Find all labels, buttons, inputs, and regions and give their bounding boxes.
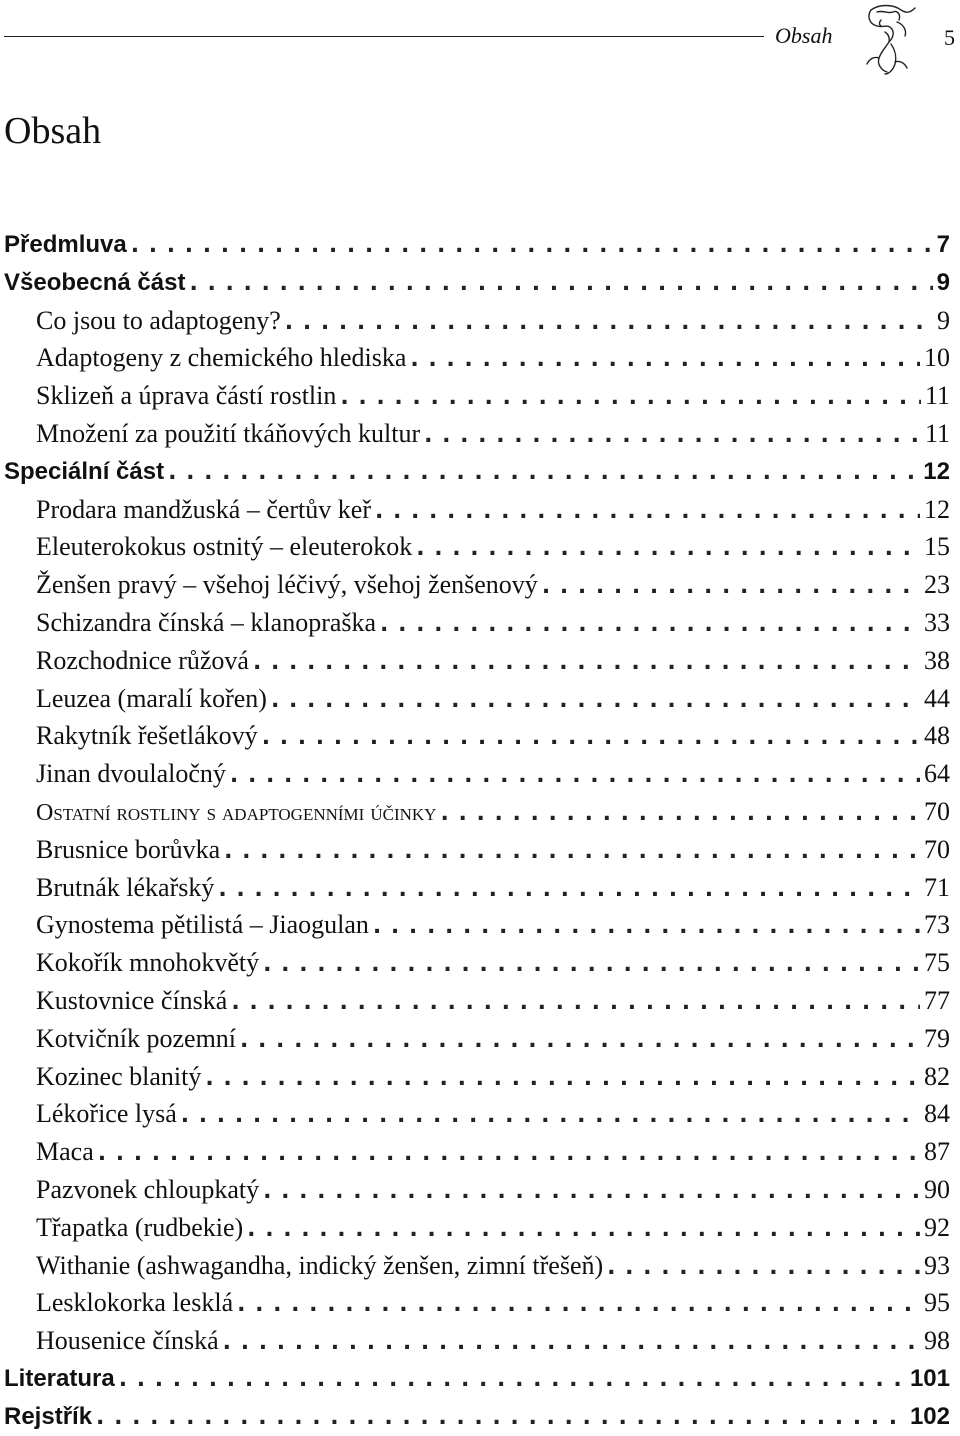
- toc-entry[interactable]: [4, 566, 950, 604]
- toc-page-number: 48: [924, 721, 950, 751]
- toc-entry-title: Brusnice borůvka: [36, 834, 221, 864]
- toc-entry-title: Rozchodnice růžová: [36, 645, 249, 675]
- toc-entry[interactable]: [4, 869, 950, 907]
- dot-leader: [410, 341, 920, 377]
- toc-entry-title: Lékořice lysá: [36, 1099, 177, 1129]
- toc-entry[interactable]: [4, 1020, 950, 1058]
- toc-entry[interactable]: [4, 642, 950, 680]
- toc-entry[interactable]: [4, 1284, 950, 1322]
- toc-entry-title: Prodara mandžuská – čertův keř: [36, 494, 371, 524]
- dot-leader: [380, 606, 920, 642]
- toc-page-number: 11: [924, 418, 950, 448]
- toc-entry[interactable]: [4, 944, 950, 982]
- toc-chapter-entry[interactable]: [4, 453, 950, 491]
- dot-leader: [189, 265, 932, 302]
- toc-page-number: 95: [924, 1288, 950, 1318]
- toc-page-number: 9: [936, 268, 950, 296]
- toc-entry-title: Co jsou to adaptogeny?: [36, 305, 281, 335]
- dot-leader: [119, 1361, 906, 1398]
- toc-entry[interactable]: [4, 717, 950, 755]
- toc-entry-title: Lesklokorka lesklá: [36, 1288, 234, 1318]
- toc-page-number: 92: [924, 1212, 950, 1242]
- dot-leader: [285, 304, 933, 340]
- dot-leader: [96, 1399, 906, 1436]
- dot-leader: [607, 1249, 920, 1285]
- toc-page-number: 38: [924, 645, 950, 675]
- toc-entry-title: Kozinec blanitý: [36, 1061, 202, 1091]
- dot-leader: [131, 227, 933, 264]
- toc-entry-title: Withanie (ashwagandha, indický ženšen, zimní třešeň): [36, 1250, 604, 1280]
- toc-entry-title: Všeobecná část: [4, 268, 186, 296]
- toc-page-number: 11: [924, 381, 950, 411]
- toc-entry[interactable]: [4, 491, 950, 529]
- toc-entry[interactable]: [4, 528, 950, 566]
- toc-entry-title: Ostatní rostliny s adaptogenními účinky: [36, 799, 437, 826]
- toc-entry-title: Literatura: [4, 1364, 115, 1392]
- toc-page-number: 75: [924, 948, 950, 978]
- toc-page-number: 70: [924, 796, 950, 826]
- toc-entry[interactable]: [4, 339, 950, 377]
- dot-leader: [542, 568, 920, 604]
- toc-page-number: 12: [923, 457, 950, 485]
- toc-entry-title: Schizandra čínská – klanopraška: [36, 607, 377, 637]
- toc-entry-title: Kustovnice čínská: [36, 985, 228, 1015]
- toc-entry[interactable]: [4, 415, 950, 453]
- toc-entry[interactable]: [4, 906, 950, 944]
- toc-chapter-entry[interactable]: [4, 1398, 950, 1436]
- toc-entry[interactable]: [4, 831, 950, 869]
- toc-page-number: 101: [909, 1364, 950, 1392]
- table-of-contents: [4, 226, 950, 1436]
- toc-page-number: 79: [924, 1023, 950, 1053]
- dot-leader: [440, 795, 920, 831]
- dot-leader: [237, 1286, 920, 1322]
- dot-leader: [98, 1135, 920, 1171]
- dot-leader: [271, 682, 920, 718]
- dot-leader: [230, 757, 920, 793]
- toc-entry[interactable]: [4, 1247, 950, 1285]
- dot-leader: [223, 1324, 920, 1360]
- toc-entry-title: Rakytník řešetlákový: [36, 721, 258, 751]
- toc-entry-title: Předmluva: [4, 231, 127, 258]
- page-header: [0, 0, 960, 80]
- toc-page-number: 9: [937, 305, 950, 335]
- toc-entry-title: Leuzea (maralí kořen): [36, 683, 267, 713]
- toc-page-number: 93: [924, 1250, 950, 1280]
- dot-leader: [263, 946, 920, 982]
- toc-page-number: 70: [924, 834, 950, 864]
- toc-entry-title: Rejstřík: [4, 1402, 93, 1430]
- toc-page-number: 73: [924, 910, 950, 940]
- toc-entry[interactable]: [4, 604, 950, 642]
- toc-entry-title: Speciální část: [4, 457, 165, 485]
- toc-page-number: 71: [924, 872, 950, 902]
- toc-entry-title: Adaptogeny z chemického hlediska: [36, 343, 407, 373]
- toc-entry-title: Sklizeň a úprava částí rostlin: [36, 381, 337, 411]
- dot-leader: [253, 644, 920, 680]
- dot-leader: [181, 1097, 920, 1133]
- toc-page-number: 102: [909, 1402, 950, 1430]
- toc-page-number: 82: [924, 1061, 950, 1091]
- toc-page-number: 98: [924, 1326, 950, 1356]
- dot-leader: [224, 833, 920, 869]
- toc-entry-title: Brutnák lékařský: [36, 872, 215, 902]
- toc-entry[interactable]: [4, 1058, 950, 1096]
- dot-leader: [375, 493, 920, 529]
- toc-entry[interactable]: [4, 755, 950, 793]
- dot-leader: [416, 530, 920, 566]
- dot-leader: [262, 719, 920, 755]
- toc-entry-title: Maca: [36, 1137, 94, 1167]
- toc-page-number: 44: [924, 683, 950, 713]
- toc-page-number: 90: [924, 1174, 950, 1204]
- dot-leader: [218, 871, 920, 907]
- toc-page-number: 10: [924, 343, 950, 373]
- toc-entry[interactable]: [4, 793, 950, 831]
- dot-leader: [231, 984, 920, 1020]
- toc-entry-title: Eleuterokokus ostnitý – eleuterokok: [36, 532, 413, 562]
- dot-leader: [340, 379, 921, 415]
- dot-leader: [263, 1173, 920, 1209]
- page-number: 5: [944, 25, 955, 50]
- dot-leader: [168, 454, 919, 491]
- toc-entry-title: Ženšen pravý – všehoj léčivý, všehoj ženšenový: [36, 570, 538, 600]
- toc-page-number: 87: [924, 1137, 950, 1167]
- toc-entry-title: Třapatka (rudbekie): [36, 1212, 244, 1242]
- toc-entry-title: Kotvičník pozemní: [36, 1023, 237, 1053]
- page-title: Obsah: [4, 110, 102, 152]
- toc-page-number: 64: [924, 759, 950, 789]
- toc-entry-title: Pazvonek chloupkatý: [36, 1174, 260, 1204]
- toc-entry[interactable]: [4, 1209, 950, 1247]
- toc-entry-title: Jinan dvoulaločný: [36, 759, 226, 789]
- toc-page-number: 84: [924, 1099, 950, 1129]
- toc-entry[interactable]: [4, 1322, 950, 1360]
- dot-leader: [247, 1211, 920, 1247]
- toc-page-number: 7: [936, 231, 950, 258]
- ginseng-root-illustration-icon: [857, 2, 919, 76]
- toc-page-number: 33: [924, 607, 950, 637]
- toc-entry[interactable]: [4, 982, 950, 1020]
- dot-leader: [424, 417, 921, 453]
- toc-page-number: 15: [924, 532, 950, 562]
- toc-entry-title: Housenice čínská: [36, 1326, 219, 1356]
- toc-chapter-entry[interactable]: [4, 264, 950, 302]
- dot-leader: [205, 1060, 920, 1096]
- toc-entry[interactable]: [4, 1171, 950, 1209]
- dot-leader: [373, 908, 920, 944]
- toc-entry[interactable]: [4, 302, 950, 340]
- toc-entry-title: Kokořík mnohokvětý: [36, 948, 260, 978]
- toc-page-number: 12: [924, 494, 950, 524]
- toc-entry[interactable]: [4, 680, 950, 718]
- toc-entry[interactable]: [4, 1133, 950, 1171]
- toc-page-number: 77: [924, 985, 950, 1015]
- toc-entry-title: Množení za použití tkáňových kultur: [36, 418, 421, 448]
- header-rule: [4, 36, 764, 37]
- toc-entry[interactable]: [4, 1095, 950, 1133]
- toc-page-number: 23: [924, 570, 950, 600]
- toc-entry[interactable]: [4, 377, 950, 415]
- toc-chapter-entry[interactable]: [4, 1360, 950, 1398]
- running-section-title: Obsah: [775, 23, 833, 48]
- toc-chapter-entry[interactable]: [4, 226, 950, 264]
- toc-entry-title: Gynostema pětilistá – Jiaogulan: [36, 910, 369, 940]
- dot-leader: [240, 1022, 920, 1058]
